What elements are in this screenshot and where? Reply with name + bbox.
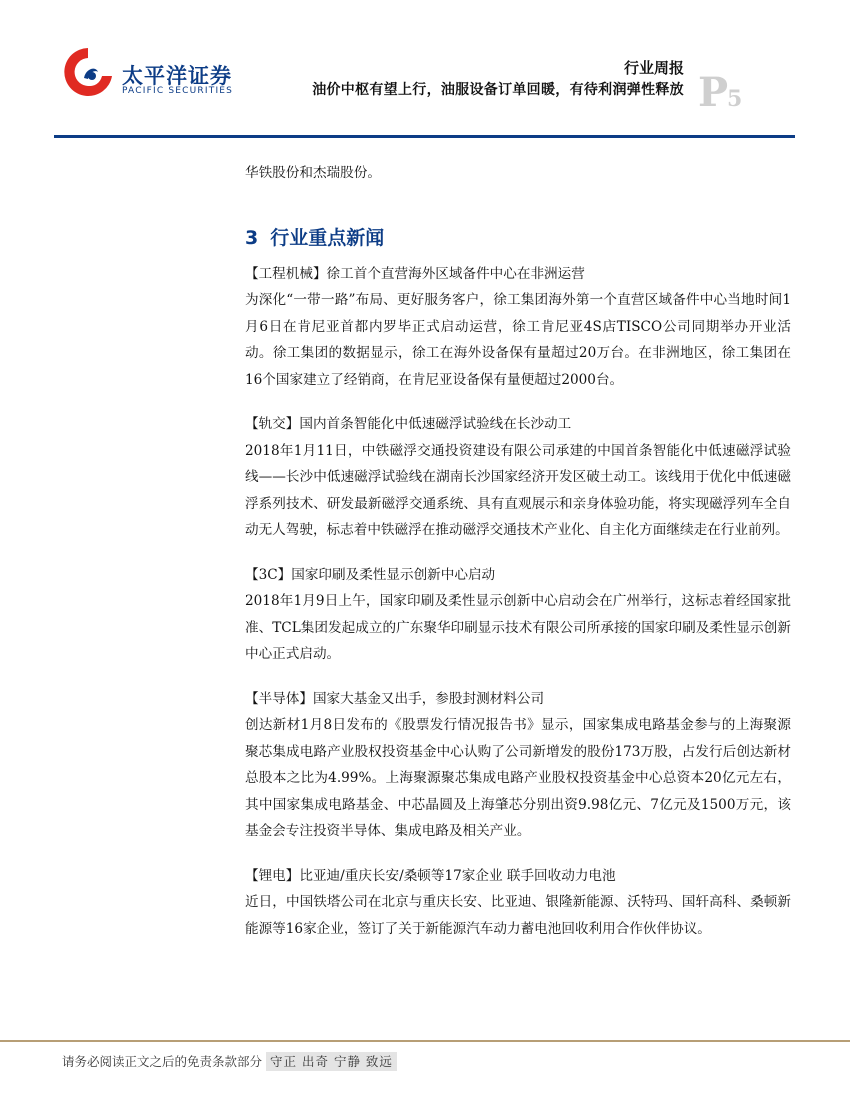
news-body: 为深化“一带一路”布局、更好服务客户，徐工集团海外第一个直营区域备件中心当地时间1月6日在肯尼亚首都内罗毕正式启动运营，徐工肯尼亚4S店TISCO公司同期举办开业活动。徐工集团的数据显示，徐工在海外设备保有量超过20万台。在非洲地区，徐工集团在16个国家建立了经销商，在肯尼亚设备保有量便超过2000台。 — [245, 292, 791, 388]
news-item — [245, 863, 791, 943]
page-number: 5 — [727, 86, 743, 112]
news-item — [245, 686, 791, 845]
main-content — [245, 160, 791, 960]
footer-divider — [0, 1040, 850, 1042]
news-body: 创达新材1月8日发布的《股票发行情况报告书》显示，国家集成电路基金参与的上海聚源聚芯集成电路产业股权投资基金中心认购了公司新增发的股份173万股，占发行后创达新材总股本之比为4.99%。上海聚源聚芯集成电路产业股权投资基金中心总资本20亿元左右，其中国家集成电路基金、中芯晶圆及上海肇芯分别出资9.98亿元、7亿元及1500万元，该基金会专注投资半导体、集成电路及相关产业。 — [245, 717, 791, 839]
section-title-text: 行业重点新闻 — [270, 226, 385, 249]
report-category: 行业周报 — [623, 59, 684, 77]
section-title — [245, 223, 791, 253]
news-item — [245, 261, 791, 394]
company-motto: 守正 出奇 宁静 致远 — [266, 1052, 397, 1071]
intro-text: 华铁股份和杰瑞股份。 — [245, 165, 381, 181]
news-headline: 【3C】国家印刷及柔性显示创新中心启动 — [245, 566, 496, 583]
logo-text-en: PACIFIC SECURITIES — [122, 86, 234, 96]
page-footer — [62, 1052, 397, 1070]
logo-text-cn: 太平洋证券 — [122, 64, 232, 88]
page-letter: P — [698, 69, 729, 116]
news-headline: 【工程机械】徐工首个直营海外区域备件中心在非洲运营 — [245, 265, 585, 282]
news-item — [245, 562, 791, 668]
header-divider — [54, 135, 795, 138]
page-header — [0, 0, 850, 145]
section-number: 3 — [245, 226, 259, 249]
news-body: 近日，中国铁塔公司在北京与重庆长安、比亚迪、银隆新能源、沃特玛、国轩高科、桑顿新能源等16家企业，签订了关于新能源汽车动力蓄电池回收利用合作伙伴协议。 — [245, 894, 791, 937]
pacific-securities-logo-icon — [62, 46, 114, 98]
report-title: 油价中枢有望上行，油服设备订单回暖，有待利润弹性释放 — [312, 82, 684, 98]
disclaimer-text: 请务必阅读正文之后的免责条款部分 — [62, 1054, 263, 1069]
news-item — [245, 411, 791, 544]
news-headline: 【半导体】国家大基金又出手，参股封测材料公司 — [245, 690, 545, 707]
news-body: 2018年1月9日上午，国家印刷及柔性显示创新中心启动会在广州举行，这标志着经国家批准、TCL集团发起成立的广东聚华印刷显示技术有限公司所承接的国家印刷及柔性显示创新中心正式启动。 — [245, 593, 791, 662]
news-headline: 【锂电】比亚迪/重庆长安/桑顿等17家企业 联手回收动力电池 — [245, 867, 616, 884]
news-body: 2018年1月11日，中铁磁浮交通投资建设有限公司承建的中国首条智能化中低速磁浮试验线——长沙中低速磁浮试验线在湖南长沙国家经济开发区破土动工。该线用于优化中低速磁浮系列技术、研发最新磁浮交通系统、具有直观展示和亲身体验功能，将实现磁浮列车全自动无人驾驶，标志着中铁磁浮在推动磁浮交通技术产业化、自主化方面继续走在行业前列。 — [245, 442, 791, 538]
news-headline: 【轨交】国内首条智能化中低速磁浮试验线在长沙动工 — [245, 416, 572, 432]
